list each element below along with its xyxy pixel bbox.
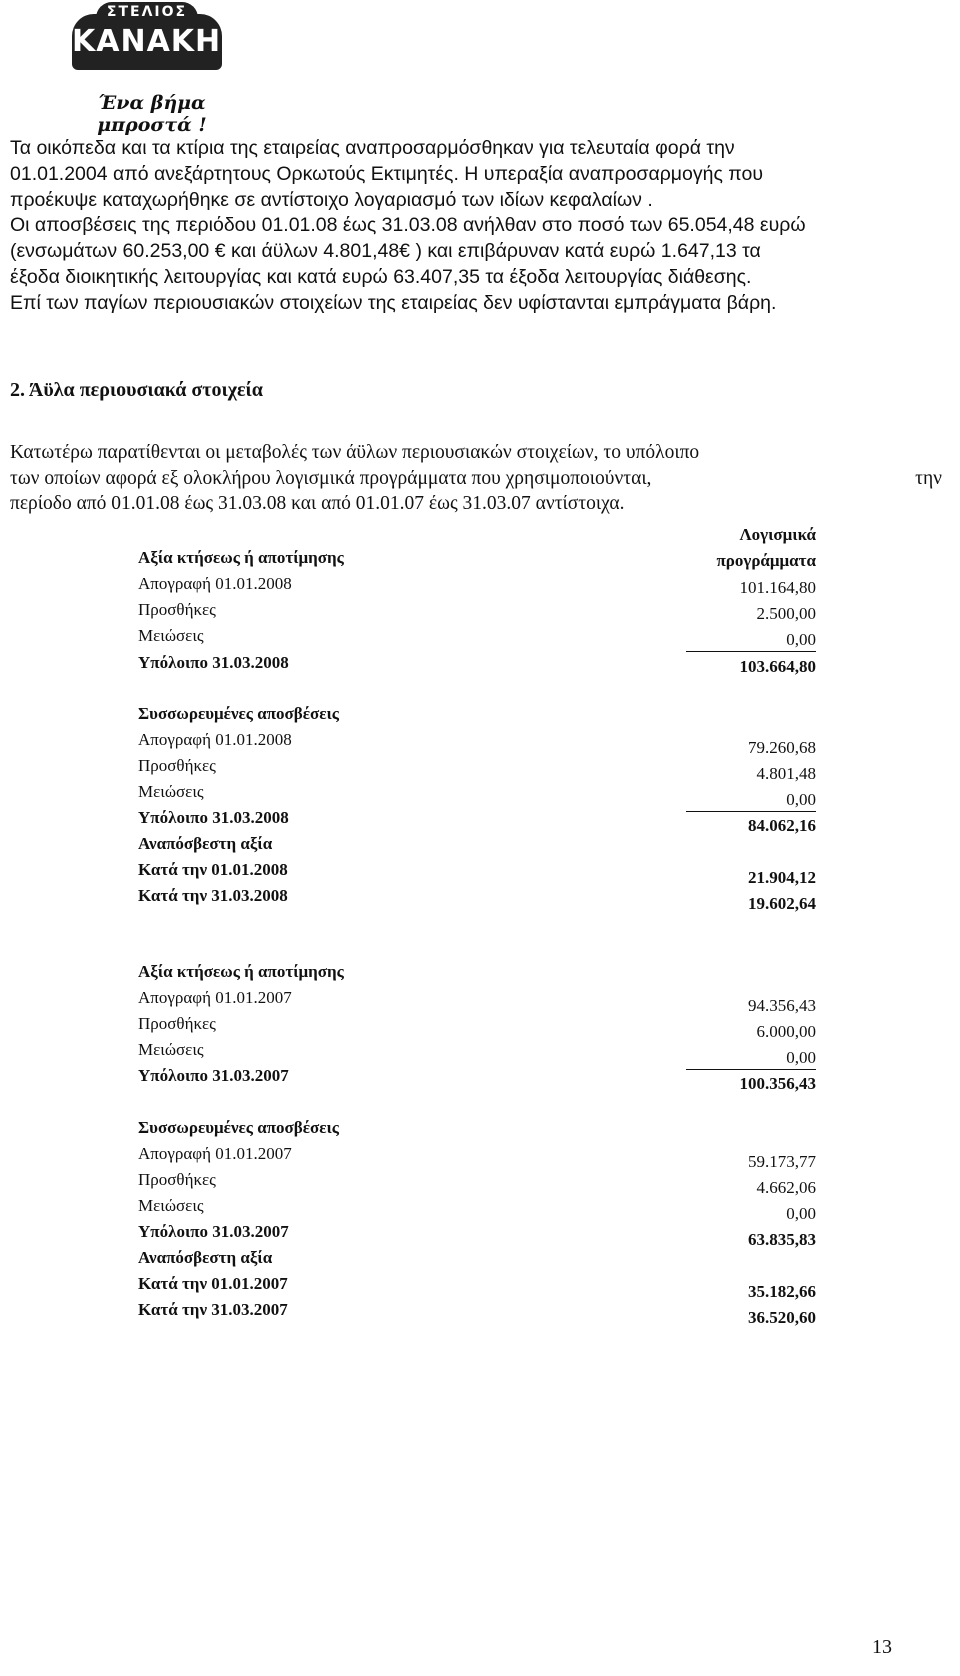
row-label: Υπόλοιπο 31.03.2007 [138, 1066, 289, 1085]
row-value: 0,00 [786, 1204, 816, 1223]
row-value: 0,00 [786, 1048, 816, 1067]
row-label: Υπόλοιπο 31.03.2007 [138, 1222, 289, 1241]
table-row [138, 1196, 816, 1222]
table-row [138, 1222, 816, 1248]
table-row [138, 756, 816, 782]
intro-line: προέκυψε καταχωρήθηκε σε αντίστοιχο λογαριασμό των ιδίων κεφαλαίων . [10, 188, 653, 211]
page-number: 13 [872, 1636, 892, 1658]
row-value: 6.000,00 [756, 1022, 816, 1041]
table-row [138, 988, 816, 1014]
table-row [138, 626, 816, 652]
row-label: Προσθήκες [138, 600, 216, 619]
row-label: Αναπόσβεστη αξία [138, 1248, 273, 1267]
table-row [138, 548, 816, 574]
row-label: Κατά την 31.03.2007 [138, 1300, 288, 1319]
row-label: Απογραφή 01.01.2008 [138, 730, 292, 749]
row-value: 0,00 [786, 630, 816, 649]
para-line-2 [10, 466, 942, 492]
row-value: 35.182,66 [748, 1282, 816, 1301]
row-value: 2.500,00 [756, 604, 816, 623]
row-value: 19.602,64 [748, 894, 816, 913]
column-header-line2: προγράμματα [716, 551, 816, 570]
row-label: Μειώσεις [138, 626, 204, 645]
intro-line: Τα οικόπεδα και τα κτίρια της εταιρείας αναπροσαρμόσθηκαν για τελευταία φορά την [10, 137, 735, 159]
row-label: Απογραφή 01.01.2007 [138, 988, 292, 1007]
para-line-2-right: την [915, 467, 942, 489]
row-label: Μειώσεις [138, 1196, 204, 1215]
row-label: Κατά την 31.03.2008 [138, 886, 288, 905]
row-label: Μειώσεις [138, 1040, 204, 1059]
para-line-1: Κατωτέρω παρατίθενται οι μεταβολές των άϋλων περιουσιακών στοιχείων, το υπόλοιπο [10, 442, 700, 463]
table-row [138, 834, 816, 860]
row-value: 4.801,48 [756, 764, 816, 783]
company-logo [62, 0, 243, 136]
table-row [138, 730, 816, 756]
row-value: 94.356,43 [748, 996, 816, 1015]
row-label: Αξία κτήσεως ή αποτίμησης [138, 548, 344, 567]
row-value: 21.904,12 [748, 868, 816, 887]
subtotal-rule [686, 651, 816, 652]
row-value: 100.356,43 [739, 1074, 816, 1093]
intro-line: έξοδα διοικητικής λειτουργίας και κατά ευρώ 63.407,35 τα έξοδα λειτουργίας διάθεσης. [10, 265, 752, 288]
row-label: Κατά την 01.01.2008 [138, 860, 288, 879]
row-label: Υπόλοιπο 31.03.2008 [138, 653, 289, 672]
table-row [138, 1274, 816, 1300]
table-row [138, 1014, 816, 1040]
table-row [138, 962, 816, 988]
row-value: 59.173,77 [748, 1152, 816, 1171]
section-heading: 2. Άϋλα περιουσιακά στοιχεία [10, 379, 263, 401]
row-label: Υπόλοιπο 31.03.2008 [138, 808, 289, 827]
para-line-3: περίοδο από 01.01.08 έως 31.03.08 και από 01.01.07 έως 31.03.07 αντίστοιχα. [10, 493, 625, 514]
intro-line: Οι αποσβέσεις της περιόδου 01.01.08 έως 31.03.08 ανήλθαν στο ποσό των 65.054,48 ευρώ [10, 214, 806, 237]
table-row [138, 1144, 816, 1170]
row-value: 101.164,80 [739, 578, 816, 597]
table-row [138, 704, 816, 730]
row-value: 79.260,68 [748, 738, 816, 757]
table-row [138, 1248, 816, 1274]
row-label: Απογραφή 01.01.2007 [138, 1144, 292, 1163]
row-label: Αξία κτήσεως ή αποτίμησης [138, 962, 344, 981]
row-value: 103.664,80 [739, 657, 816, 676]
intro-line: Επί των παγίων περιουσιακών στοιχείων της εταιρείας δεν υφίστανται εμπράγματα βάρη. [10, 291, 777, 314]
table-row [138, 1170, 816, 1196]
row-label: Απογραφή 01.01.2008 [138, 574, 292, 593]
row-label: Μειώσεις [138, 782, 204, 801]
row-value: 63.835,83 [748, 1230, 816, 1249]
row-value: 84.062,16 [748, 816, 816, 835]
row-label: Συσσωρευμένες αποσβέσεις [138, 704, 339, 723]
row-label: Προσθήκες [138, 1170, 216, 1189]
section-paragraph [10, 440, 942, 517]
table-row [138, 1066, 816, 1092]
logo-top-text: ΣΤΕΛΙΟΣ [96, 2, 198, 22]
table-row [138, 808, 816, 834]
intro-paragraph [10, 136, 940, 317]
table-row [138, 886, 816, 912]
table-row [138, 600, 816, 626]
row-value: 4.662,06 [756, 1178, 816, 1197]
logo-slogan: Ένα βήμα μπροστά ! [97, 92, 207, 136]
row-label: Προσθήκες [138, 756, 216, 775]
intro-line: 01.01.2004 από ανεξάρτητους Ορκωτούς Εκτιμητές. Η υπεραξία αναπροσαρμογής που [10, 162, 763, 185]
row-value: 36.520,60 [748, 1308, 816, 1327]
column-header-line1: Λογισμικά [739, 525, 816, 544]
table-row [138, 1118, 816, 1144]
logo-brand-text: ΚΑΝΑΚΗΣ [72, 24, 243, 59]
row-label: Προσθήκες [138, 1014, 216, 1033]
table-row [138, 782, 816, 808]
table-row [138, 653, 816, 679]
row-label: Συσσωρευμένες αποσβέσεις [138, 1118, 339, 1137]
intro-line: (ενσωμάτων 60.253,00 € και άϋλων 4.801,48€ ) και επιβάρυναν κατά ευρώ 1.647,13 τα [10, 240, 761, 263]
table-row [138, 860, 816, 886]
para-line-2-left: των οποίων αφορά εξ ολοκλήρου λογισμικά προγράμματα που χρησιμοποιούνται, [10, 467, 652, 489]
table-row [138, 1300, 816, 1326]
table-row [138, 1040, 816, 1066]
row-label: Αναπόσβεστη αξία [138, 834, 273, 853]
table-row [138, 574, 816, 600]
row-value: 0,00 [786, 790, 816, 809]
row-label: Κατά την 01.01.2007 [138, 1274, 288, 1293]
